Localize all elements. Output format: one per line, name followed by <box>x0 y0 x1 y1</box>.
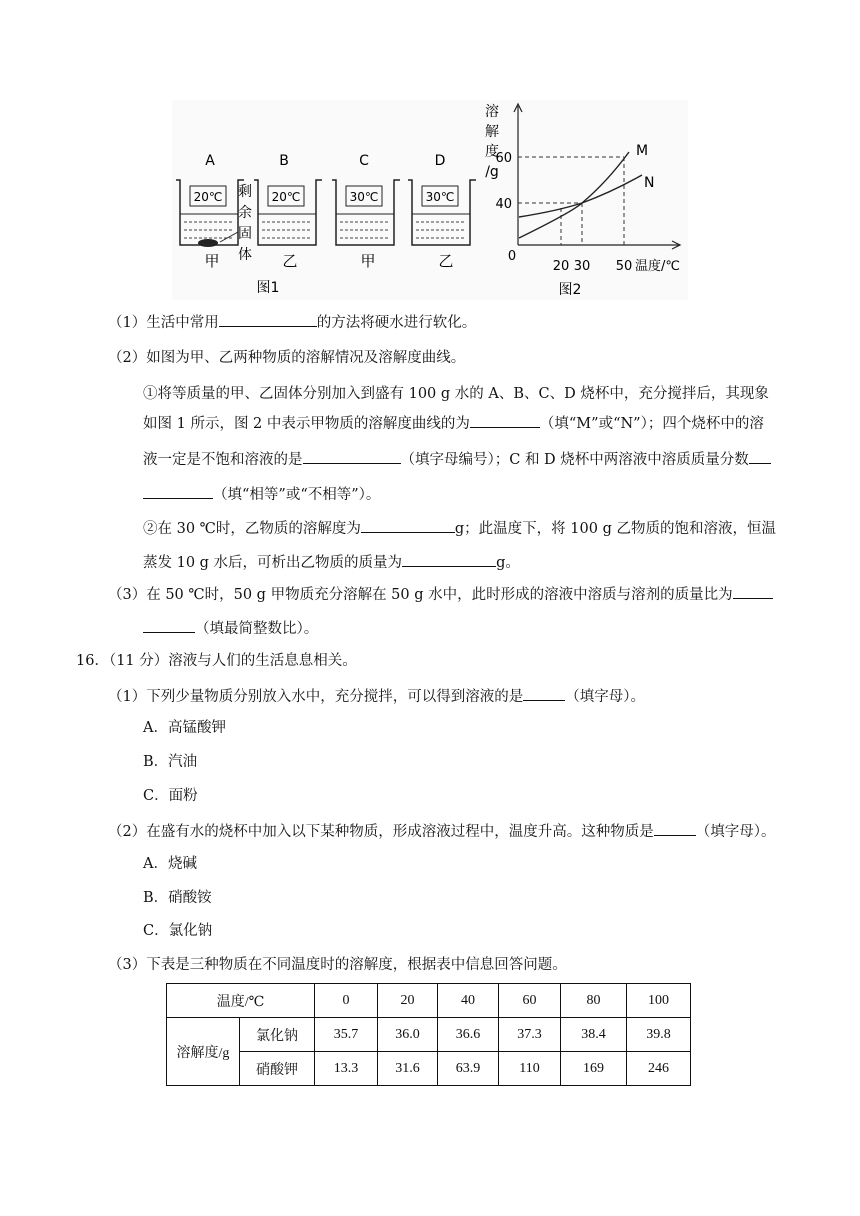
beaker-temp-b: 20℃ <box>271 190 301 204</box>
beaker-substance-a: 甲 <box>204 252 220 270</box>
table-header-cell: 40 <box>438 984 499 1018</box>
table-row-label: 硝酸钾 <box>240 1052 315 1086</box>
q15-2a-line-2 <box>143 413 764 434</box>
beaker-letter-b: B <box>279 153 289 169</box>
table-row <box>167 1052 691 1086</box>
question-15-2: （2）如图为甲、乙两种物质的溶解情况及溶解度曲线。 <box>108 350 466 366</box>
answer-blank[interactable] <box>654 821 696 836</box>
table-cell: 35.7 <box>315 1018 378 1052</box>
q16-1-text-after: （填字母）。 <box>565 689 645 705</box>
q15-2a-line-3-text-after: （填字母编号）；C 和 D 烧杯中两溶液中溶质质量分数 <box>400 452 749 468</box>
table-row-label: 氯化钠 <box>240 1018 315 1052</box>
answer-blank[interactable] <box>143 484 213 499</box>
y-tick-40: 40 <box>495 197 512 212</box>
table-cell: 31.6 <box>378 1052 438 1086</box>
question-16-1 <box>108 686 645 707</box>
answer-blank[interactable] <box>733 584 773 599</box>
option-16-2-b: B．硝酸铵 <box>143 890 212 906</box>
table-header-cell: 80 <box>561 984 627 1018</box>
table-header-cell: 20 <box>378 984 438 1018</box>
answer-blank[interactable] <box>523 686 565 701</box>
ylabel-char-1: 溶 <box>485 104 499 120</box>
option-16-1-c: C．面粉 <box>143 788 198 804</box>
q15-2a-line-3-text: 液一定是不饱和溶液的是 <box>143 452 303 468</box>
answer-blank[interactable] <box>749 449 771 464</box>
q15-3-text: （3）在 50 ℃时，50 g 甲物质充分溶解在 50 g 水中，此时形成的溶液中溶质与溶剂的质量比为 <box>108 587 733 603</box>
table-row <box>167 1018 691 1052</box>
x-tick-50: 50 <box>615 259 633 274</box>
residue-label <box>220 184 252 263</box>
residue-solid <box>198 239 218 247</box>
q15-2b-line-1 <box>143 518 776 539</box>
fig1-caption: 图1 <box>256 280 280 296</box>
y-tick-60: 60 <box>495 151 512 166</box>
table-cell: 110 <box>499 1052 561 1086</box>
beaker-letter-d: D <box>434 153 446 169</box>
beaker-substance-b: 乙 <box>282 252 298 270</box>
question-16-2 <box>108 821 775 842</box>
answer-blank[interactable] <box>219 312 317 327</box>
q15-2a-line-1: ①将等质量的甲、乙固体分别加入到盛有 100 g 水的 A、B、C、D 烧杯中，充分搅拌后，其现象 <box>143 386 769 402</box>
beaker-temp-d: 30℃ <box>425 190 455 204</box>
beaker-temp-c: 30℃ <box>349 190 379 204</box>
option-16-1-b: B．汽油 <box>143 754 198 770</box>
option-16-1-a: A．高锰酸钾 <box>143 720 226 736</box>
question-15-3-line-1 <box>108 584 773 605</box>
answer-blank[interactable] <box>402 552 496 567</box>
table-row-group-label: 溶解度/g <box>167 1018 240 1086</box>
answer-blank[interactable] <box>361 518 455 533</box>
answer-blank[interactable] <box>143 618 195 633</box>
solubility-table <box>166 983 691 1086</box>
beaker-b <box>254 153 322 270</box>
table-header-row <box>167 984 691 1018</box>
curve-n-label: N <box>644 175 655 191</box>
table-header-cell: 0 <box>315 984 378 1018</box>
x-tick-30: 30 <box>573 259 591 274</box>
q16-2-text-after: （填字母）。 <box>695 824 776 840</box>
beaker-substance-d: 乙 <box>438 252 454 270</box>
q15-2b-line-2-text-after: g。 <box>496 555 520 571</box>
q15-2a-line-4-text: （填“相等”或“不相等”）。 <box>213 487 381 503</box>
table-header-label: 温度/℃ <box>167 984 315 1018</box>
table-cell: 36.6 <box>438 1018 499 1052</box>
curve-m <box>519 152 629 238</box>
fig2-solubility-graph <box>485 103 680 298</box>
q16-1-text: （1）下列少量物质分别放入水中，充分搅拌，可以得到溶液的是 <box>108 689 524 705</box>
beaker-letter-a: A <box>205 153 215 169</box>
q15-2a-line-2-text: 如图 1 所示，图 2 中表示甲物质的溶解度曲线的为 <box>143 416 470 432</box>
ylabel-char-2: 解 <box>485 124 499 140</box>
table-cell: 13.3 <box>315 1052 378 1086</box>
q15-2b-line-1-text: ②在 30 ℃时，乙物质的溶解度为 <box>143 521 361 537</box>
beaker-temp-a: 20℃ <box>193 190 223 204</box>
q15-2a-line-3 <box>143 449 771 470</box>
q15-2a-line-4 <box>143 484 380 505</box>
table-cell: 246 <box>627 1052 691 1086</box>
figure-svg <box>172 100 688 300</box>
beaker-d <box>408 153 476 270</box>
origin-label: 0 <box>507 249 517 264</box>
table-cell: 36.0 <box>378 1018 438 1052</box>
question-16-heading: 16．（11 分）溶液与人们的生活息息相关。 <box>76 653 357 669</box>
table-cell: 39.8 <box>627 1018 691 1052</box>
x-axis-label: 温度/℃ <box>635 259 680 274</box>
q15-2b-line-1-text-after: g；此温度下，将 100 g 乙物质的饱和溶液，恒温 <box>454 521 776 537</box>
question-15-3-line-2 <box>143 618 318 639</box>
q15-2b-line-2-text: 蒸发 10 g 水后，可析出乙物质的质量为 <box>143 555 403 571</box>
q16-2-text: （2）在盛有水的烧杯中加入以下某种物质，形成溶液过程中，温度升高。这种物质是 <box>108 824 654 840</box>
x-tick-20: 20 <box>552 259 570 274</box>
ylabel-char-3: 度 <box>485 144 499 160</box>
question-16-3: （3）下表是三种物质在不同温度时的溶解度，根据表中信息回答问题。 <box>108 957 567 973</box>
question-15-1 <box>108 312 476 333</box>
beaker-substance-c: 甲 <box>360 252 376 270</box>
q15-3-text-after: （填最简整数比）。 <box>195 621 319 637</box>
residue-char-3: 固 <box>238 226 252 242</box>
option-16-2-c: C．氯化钠 <box>143 923 213 939</box>
table-cell: 169 <box>561 1052 627 1086</box>
residue-char-4: 体 <box>238 247 252 263</box>
q15-2a-line-2-text-after: （填“M”或“N”）；四个烧杯中的溶 <box>539 416 764 432</box>
beaker-a <box>176 153 244 270</box>
curve-m-label: M <box>636 143 649 159</box>
q15-2b-line-2 <box>143 552 520 573</box>
table-cell: 63.9 <box>438 1052 499 1086</box>
ylabel-char-4: /g <box>485 164 499 180</box>
figure-block <box>172 100 688 300</box>
fig1-beakers <box>176 153 476 296</box>
answer-blank[interactable] <box>470 413 540 428</box>
option-16-2-a: A．烧碱 <box>143 856 197 872</box>
table-cell: 38.4 <box>561 1018 627 1052</box>
table-cell: 37.3 <box>499 1018 561 1052</box>
q15-1-text-after: 的方法将硬水进行软化。 <box>316 315 477 331</box>
answer-blank[interactable] <box>303 449 401 464</box>
residue-char-1: 剩 <box>238 184 252 200</box>
beaker-letter-c: C <box>359 153 369 169</box>
table-header-cell: 60 <box>499 984 561 1018</box>
table-header-cell: 100 <box>627 984 691 1018</box>
fig2-caption: 图2 <box>558 282 582 298</box>
q15-1-text: （1）生活中常用 <box>108 315 219 331</box>
beaker-c <box>332 153 400 270</box>
residue-char-2: 余 <box>238 205 252 221</box>
